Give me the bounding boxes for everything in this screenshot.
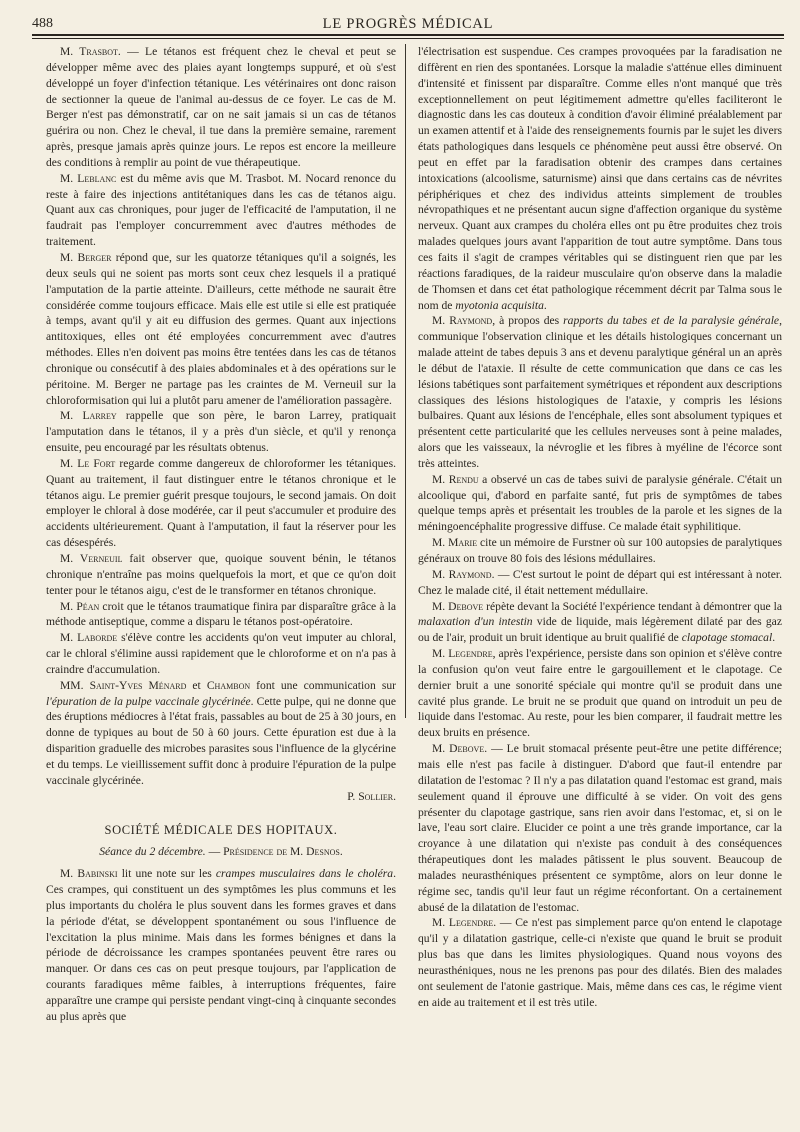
paragraph bbox=[46, 630, 396, 678]
speaker-name: M. Marie bbox=[432, 536, 478, 550]
paragraph bbox=[418, 44, 782, 313]
session-date: Séance du 2 décembre. bbox=[99, 845, 206, 859]
italic-term: clapotage stomacal bbox=[681, 631, 773, 645]
speaker-name: M. Verneuil bbox=[60, 552, 123, 565]
speaker-name: M. Trasbot. bbox=[60, 45, 121, 58]
session-line bbox=[46, 844, 396, 860]
page-number: 488 bbox=[32, 16, 53, 31]
paragraph-text: rappelle que son père, le baron Larrey, pratiquait l'amputation dans le tétanos, il y a près d'un siècle, et qu'il y renonça ensuite, peu encouragé par les résultats obtenus. bbox=[46, 409, 396, 455]
speaker-name: M. Berger bbox=[60, 250, 112, 264]
paragraph-text: cite un mémoire de Furstner où sur 100 autopsies de paralytiques généraux on trouve 80 fois des lésions médullaires. bbox=[418, 536, 783, 565]
speaker-name: M. Laborde bbox=[60, 631, 118, 645]
paragraph bbox=[418, 599, 782, 647]
paragraph bbox=[46, 171, 396, 250]
paragraph bbox=[46, 599, 396, 631]
paragraph bbox=[46, 250, 396, 408]
paragraph bbox=[46, 551, 396, 599]
paragraph-text: vide de liquide, mais légèrement dilaté par des gaz ou de l'air, produit un bruit identique au bruit qualifié de bbox=[418, 615, 782, 645]
speaker-name: M. Rendu bbox=[432, 472, 479, 486]
paragraph-text: est du même avis que M. Trasbot. M. Nocard renonce du reste à faire des injections antitétaniques dans les cas de tétanos aigu. Quant aux cas chroniques, pour juger de l'efficacité de l'amputation, il ne faudrait pas l'employer concurremment avec d'autres méthodes de traitement. bbox=[46, 171, 396, 249]
speaker-name: M. Babinski bbox=[60, 867, 118, 881]
section-title: SOCIÉTÉ MÉDICALE DES HOPITAUX. bbox=[104, 822, 338, 837]
paragraph bbox=[418, 535, 782, 567]
paragraph-text: . bbox=[772, 631, 776, 645]
paragraph-text: — Le tétanos est fréquent chez le cheval et peut se développer même avec des plaies ayant longtemps suppuré, et où s'est développé un foyer d'infection tétanique. Les vétérinaires ont donc raison de sectionner la queue de l'animal au-dessus de ce foyer. Le cas de M. Berger n'est pas démonstratif, car on ne sait jamais si un cas de tétanos guérira ou non. Chez le cheval, il tue dans la première semaine, rarement après, presque jamais après quinze jours. Le repos est encore la meilleure des conditions à remplir au point de vue thérapeutique. bbox=[46, 45, 396, 169]
paragraph bbox=[418, 313, 782, 471]
column-divider bbox=[405, 44, 406, 718]
session-presidency: — Présidence de M. Desnos. bbox=[205, 845, 343, 859]
speaker-name: M. Debove. bbox=[432, 742, 488, 756]
paragraph-text: fait observer que, quoique souvent bénin, le tétanos chronique n'entraîne pas moins quelquefois la mort, et que ce qu'on doit tenter pour le tétanos aigu, c'est de le transformer en tétanos chronique. bbox=[46, 552, 396, 597]
paragraph bbox=[418, 915, 782, 1010]
header-rule bbox=[32, 34, 784, 36]
paragraph-text: regarde comme dangereux de chloroformer les tétaniques. Quant au traitement, il faut distinguer entre le tétanos chronique et le tétanos aigu. Le premier guérit presque toujours, le second jamais. On doit employer le chloral à dose modérée, car il peut s'accumuler et produire des accidents ultérieurement. Quant à l'amputation, il faut la réserver pour les cas désespérés. bbox=[46, 456, 396, 550]
speaker-name: Saint-Yves Ménard bbox=[89, 678, 187, 692]
paragraph bbox=[418, 741, 782, 915]
header-rule-thin bbox=[32, 38, 784, 39]
italic-title: crampes musculaires dans le choléra bbox=[215, 867, 394, 881]
paragraph-text: MM. bbox=[60, 678, 90, 692]
paragraph bbox=[46, 456, 396, 551]
paragraph bbox=[46, 408, 396, 456]
italic-title: l'épuration de la pulpe vaccinale glycérinée bbox=[46, 694, 251, 708]
paragraph-text: répète devant la Société l'expérience tendant à démontrer que la bbox=[483, 599, 782, 613]
speaker-name: M. Leblanc bbox=[60, 171, 117, 185]
paragraph-text: a observé un cas de tabes suivi de paralysie générale. C'était un alcoolique qui, d'abord en parfaite santé, fut pris de symptômes de tabes quelque temps après et présentait les troubles de la parole et les signes de la méningoencéphalite progressive diffuse. Ce malade était syphilitique. bbox=[418, 472, 782, 534]
paragraph-text: et bbox=[186, 678, 207, 692]
paragraph-text: — C'est surtout le point de départ qui est intéressant à noter. Chez le malade cité, il était nettement médullaire. bbox=[418, 567, 782, 597]
speaker-name: M. Raymond bbox=[432, 314, 493, 328]
speaker-name: M. Raymond. bbox=[432, 567, 495, 581]
journal-title: LE PROGRÈS MÉDICAL bbox=[322, 16, 494, 32]
paragraph-text: font une communication sur bbox=[250, 678, 396, 692]
paragraph-text: — Ce n'est pas simplement parce qu'on entend le clapotage qu'il y a dilatation gastrique, celle-ci n'existe que quand le bruit se produit plus bas que dans les limites physiologiques. Quand nous voyons des neurasthéniques, nous ne les prenons pas pour des dilatés. Bien des malades ont seulement de l'atonie gastrique. Mais, même dans ces cas, le régime vient en aide au traitement et il est très utile. bbox=[418, 916, 782, 1009]
signature-text: P. Sollier. bbox=[347, 789, 396, 803]
paragraph-text: , à propos des bbox=[492, 314, 564, 328]
speaker-name: M. Legendre bbox=[432, 647, 493, 661]
paragraph-text: . Cette pulpe, qui ne donne que des éruptions médiocres à l'état frais, passables au bout de 25 à 30 jours, en donne de typiques au bout de 50 à 60 jours. Cette épuration est due à la disparition graduelle des microbes parasites sous l'influence de la glycérine et du temps. Le vieillissement suffit donc à produire l'épuration de la pulpe vaccinale glycérinée. bbox=[46, 694, 396, 787]
paragraph-text: . Ces crampes, qui constituent un des symptômes les plus communs et les plus importants du choléra le plus souvent dans les formes graves et dans la période d'état, se développent spontanément ou sous l'influence de l'excitation la plus minime. Mais dans les formes bénignes et dans la période de décroissance les crampes spontanées peuvent être rares ou manquer. Or dans ces cas on peut presque toujours, par l'application de courants faradiques même faibles, à interruptions fréquentes, faire apparaître une crampe qui persiste pendant vingt-cinq à cinquante secondes au plus après que bbox=[46, 867, 396, 1023]
paragraph-text: . bbox=[543, 298, 547, 312]
speaker-name: M. Larrey bbox=[60, 409, 117, 423]
paragraph-text: répond que, sur les quatorze tétaniques qu'il a soignés, les deux seuls qui ne soient pas morts sont ceux chez lesquels il a pratiqué l'amputation de la partie atteinte. D'ailleurs, cette méthode ne saurait être considérée comme toujours efficace. Mais elle est utile si elle est pratiquée à temps, avant qu'il y ait eu diffusion des germes. Quant aux injections antitoxiques, elles ont été employées concurremment avec d'autres méthodes. Elles n'en doivent pas moins être tentées dans les cas de tétanos chronique ou consécutif à des plaies abdominales et à des opérations sur le péritoine. M. Berger ne partage pas les craintes de M. Verneuil sur la chloroformisation qui lui a plutôt paru amener de l'amélioration passagère. bbox=[46, 250, 397, 407]
author-signature bbox=[46, 789, 396, 805]
speaker-name: Chambon bbox=[206, 678, 251, 692]
paragraph bbox=[46, 866, 396, 1024]
paragraph-text: , après l'expérience, persiste dans son opinion et s'élève contre la confusion qu'on veut faire entre le gargouillement et le clapotage. Ce dernier bruit a une sonorité spéciale qui montre qu'il se produit dans une cavité plus grande. Le bruit ne se produit que quand on introduit un peu de liquide dans l'estomac. Au reste, pour les bien comparer, il faudrait mettre les deux bruits en présence. bbox=[418, 647, 782, 740]
speaker-name: M. Debove bbox=[432, 599, 484, 613]
speaker-name: M. Le Fort bbox=[60, 456, 116, 470]
paragraph-text: — Le bruit stomacal présente peut-être une petite différence; mais elle n'est pas facile à distinguer. D'abord que faut-il entendre par dilatation de l'estomac ? Il n'y a pas dilatation quand l'estomac est grand, mais seulement quand il éprouve une difficulté à se vider. On voit des gens présenter du clapotage gastrique, sans rien avoir dans l'estomac, et, si on le lave, l'eau sort claire. Elucider ce point a une très grande importance, car la croyance à une dilatation qui n'existe pas conduit à des conséquences thérapeutiques dont les malades pâtissent le plus souvent. Beaucoup de malades neurasthéniques présentent ce symptôme, alors on leur donne le régime sec, tandis qu'il leur faut un régime réconfortant. On a certainement abusé de la dilatation de l'estomac. bbox=[418, 742, 782, 914]
paragraph-text: s'élève contre les accidents qu'on veut imputer au chloral, car le chloral s'élimine aussi rapidement que le chloroforme et on n'a pas à craindre d'accumulation. bbox=[46, 631, 396, 676]
paragraph bbox=[46, 44, 396, 171]
speaker-name: M. Legendre. bbox=[432, 916, 497, 930]
paragraph-text: croit que le tétanos traumatique finira par disparaître grâce à la méthode antiseptique, comme a disparu le tétanos post-opératoire. bbox=[46, 599, 396, 629]
speaker-name: M. Péan bbox=[60, 599, 100, 613]
paragraph-text: , communique l'observation clinique et les détails histologiques concernant un malade atteint de tabes depuis 3 ans et devenu paralytique général un an après le début de l'ataxie. Il résulte de cette communication que dans ce cas les lésions tabétiques sont parfaitement symétriques et répondent aux descriptions classiques des lésions histologiques de l'ataxie, y compris les lésions bulbaires. Quant aux lésions de l'encéphale, elles sont absolument typiques et présentent cette particularité que les cellules nerveuses sont à peine malades, alors que les vaisseaux, la névroglie et les fibres à myéline de l'écorce sont très atteintes. bbox=[418, 314, 782, 470]
right-column bbox=[418, 44, 782, 1010]
paragraph bbox=[46, 678, 396, 789]
italic-term: malaxation d'un intestin bbox=[418, 615, 533, 629]
page-header bbox=[32, 14, 784, 36]
paragraph-text: l'électrisation est suspendue. Ces crampes provoquées par la faradisation ne diffèrent en rien des spontanées. Lorsque la maladie s'atténue elles diminuent d'intensité et finissent par disparaître. Comme elles n'ont manqué que très exceptionnellement on peut légitimement admettre qu'elles faciliteront le diagnostic dans les cas douteux à condition d'avoir éliminé préalablement par un examen attentif et à l'aide des renseignements fournis par le sujet les divers états pathologiques dans lesquels ce phénomène peut aussi être observé. On peut en effet par la faradisation obtenir des crampes dans certaines intoxications (alcoolisme, saturnisme) ainsi que dans certains cas de névrites périphériques et chez des individus atteints simplement de troubles névropathiques et ne présentant aucun signe d'affection organique du système nerveux. Quant aux crampes du choléra elles ont pu être produites chez trois malades quelques jours avant l'apparition de tout autre symptôme. Dans tous ces faits il s'agit de crampes véritables qui se distinguent rien que par les réactions faradiques, de la raideur musculaire qu'on observe dans la maladie de Thomsen et dans cet état pathologique récemment décrit par Talma sous le nom de bbox=[418, 45, 782, 312]
left-column bbox=[46, 44, 396, 1025]
paragraph bbox=[418, 472, 782, 535]
italic-title: rapports du tabes et de la paralysie générale bbox=[563, 314, 780, 328]
italic-term: myotonia acquisita bbox=[455, 298, 544, 312]
paragraph bbox=[418, 646, 782, 741]
paragraph-text: lit une note sur les bbox=[117, 867, 216, 881]
paragraph bbox=[418, 567, 782, 599]
